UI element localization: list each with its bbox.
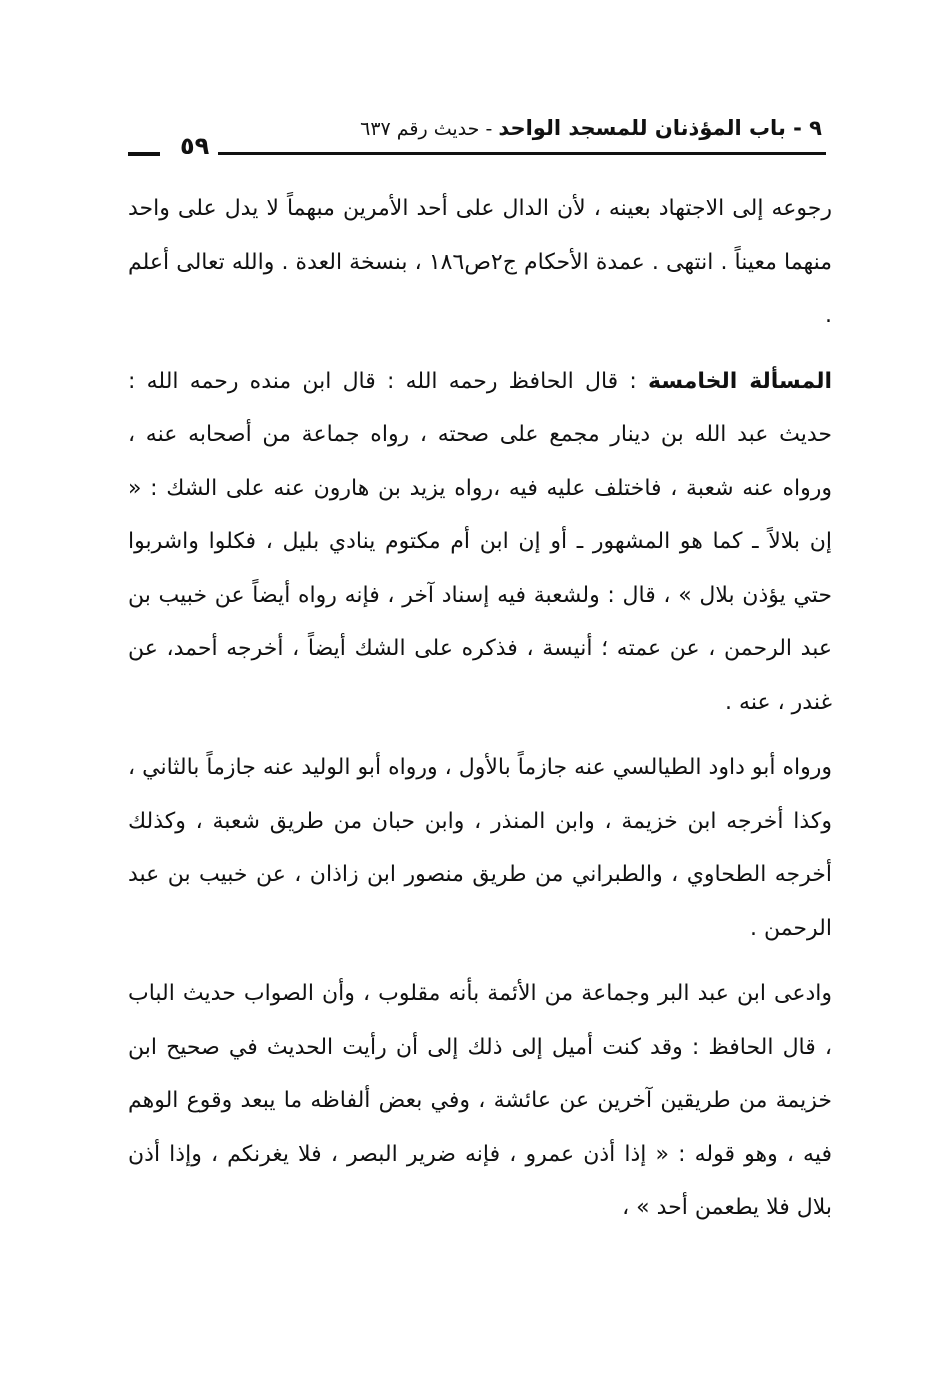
page-number-dash [128, 152, 160, 156]
paragraph-3-text: ورواه أبو داود الطيالسي عنه جازماً بالأول ، ورواه أبو الوليد عنه جازماً بالثاني ، وكذا أخرجه ابن خزيمة ، وابن المنذر ، وابن حبان من طريق شعبة ، وكذلك أخرجه الطحاوي ، والطبراني من طريق منصور ابن زاذان ، عن خبيب بن عبد الرحمن . [128, 755, 832, 941]
paragraph-4-text: وادعى ابن عبد البر وجماعة من الأئمة بأنه مقلوب ، وأن الصواب حديث الباب ، قال الحافظ : وقد كنت أميل إلى ذلك إلى أن رأيت الحديث في صحيح ابن خزيمة من طريقين آخرين عن عائشة ، وفي بعض ألفاظه ما يبعد وقوع الوهم فيه ، وهو قوله : « إذا أذن عمرو ، فإنه ضرير البصر ، فلا يغرنكم ، وإذا أذن بلال فلا يطعمن أحد » ، [128, 981, 832, 1220]
header-title [360, 116, 822, 140]
chapter-title: ٩ - باب المؤذنان للمسجد الواحد [498, 116, 822, 140]
hadith-number: حديث رقم ٦٣٧ [360, 118, 480, 140]
header-separator: - [479, 118, 499, 140]
paragraph-2 [128, 355, 832, 730]
paragraph-3 [128, 741, 832, 955]
page-number: ٥٩ [180, 132, 210, 160]
header-rule [218, 152, 826, 155]
paragraph-2-text: : قال الحافظ رحمه الله : قال ابن منده رحمه الله : حديث عبد الله بن دينار مجمع على صحته ، رواه جماعة من أصحابه عنه ، ورواه عنه شعبة ، فاختلف عليه فيه ،رواه يزيد بن هارون عنه على الشك : « إن بلالاً ـ كما هو المشهور ـ أو إن ابن أم مكتوم ينادي بليل ، فكلوا واشربوا حتي يؤذن بلال » ، قال : ولشعبة فيه إسناد آخر ، فإنه رواه أيضاً عن خبيب بن عبد الرحمن ، عن عمته ؛ أنيسة ، فذكره على الشك أيضاً ، أخرجه أحمد، عن غندر ، عنه . [128, 368, 832, 715]
paragraph-4 [128, 967, 832, 1235]
paragraph-1-text: رجوعه إلى الاجتهاد بعينه ، لأن الدال على أحد الأمرين مبهماً لا يدل على واحد منهما معيناً . انتهى . عمدة الأحكام ج٢ص١٨٦ ، بنسخة العدة . والله تعالى أعلم . [128, 196, 833, 328]
running-header [128, 112, 828, 172]
body-text [128, 182, 832, 1247]
paragraph-2-heading: المسألة الخامسة [648, 368, 832, 394]
paragraph-1 [128, 182, 832, 343]
